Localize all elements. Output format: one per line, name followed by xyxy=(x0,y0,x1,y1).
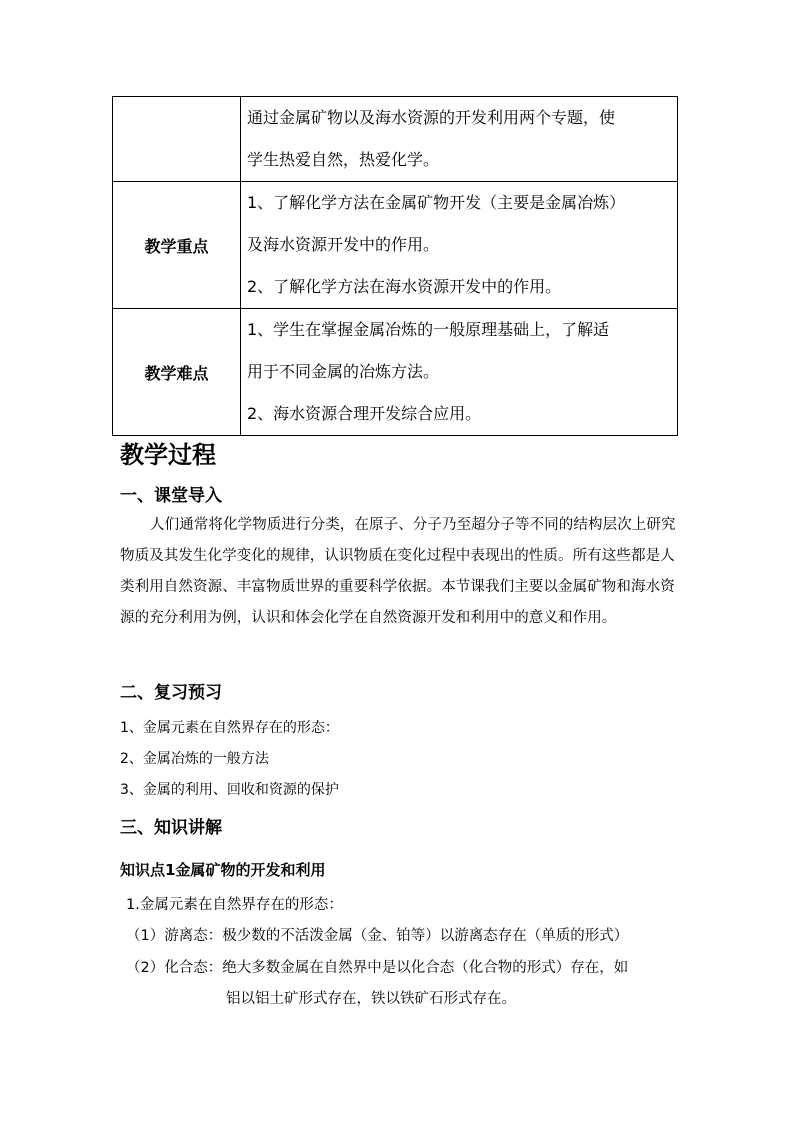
sub-point-combined-state-cont: 铝以铝土矿形式存在，铁以铁矿石形式存在。 xyxy=(226,991,516,1007)
point-title: 1.金属元素在自然界存在的形态： xyxy=(126,897,343,913)
row-content xyxy=(241,182,678,309)
content-line: 通过金属矿物以及海水资源的开发利用两个专题，使 xyxy=(247,108,616,127)
knowledge-point-title: 知识点1金属矿物的开发和利用 xyxy=(120,861,326,879)
content-line: 1、了解化学方法在金属矿物开发（主要是金属冶炼） xyxy=(247,193,626,212)
section-title-review: 二、复习预习 xyxy=(120,683,222,703)
review-item: 3、金属的利用、回收和资源的保护 xyxy=(120,782,339,798)
process-title: 教学过程 xyxy=(120,441,216,469)
lesson-plan-table xyxy=(112,96,678,436)
content-line: 学生热爱自然，热爱化学。 xyxy=(247,150,440,169)
row-label xyxy=(113,97,241,182)
intro-paragraph: 人们通常将化学物质进行分类，在原子、分子乃至超分子等不同的结构层次上研究物质及其发生化学变化的规律，认识物质在变化过程中表现出的性质。所有这些都是人类利用自然资源、丰富物质世界的重要科学依据。本节课我们主要以金属矿物和海水资源的充分利用为例，认识和体会化学在自然资源开发和利用中的意义和作用。 xyxy=(120,517,676,626)
sub-point-free-state: （1）游离态：极少数的不活泼金属（金、铂等）以游离态存在（单质的形式） xyxy=(126,928,629,944)
table-row xyxy=(113,97,678,182)
sub-point-combined-state: （2）化合态：绝大多数金属在自然界中是以化合态（化合物的形式）存在，如 xyxy=(126,960,629,976)
content-line: 及海水资源开发中的作用。 xyxy=(247,235,440,254)
table-row xyxy=(113,309,678,436)
content-line: 用于不同金属的冶炼方法。 xyxy=(247,362,440,381)
row-content xyxy=(241,97,678,182)
row-content xyxy=(241,309,678,436)
section-title-intro: 一、课堂导入 xyxy=(120,486,222,506)
row-label-difficult-points: 教学难点 xyxy=(113,309,241,436)
content-line: 1、学生在掌握金属冶炼的一般原理基础上，了解适 xyxy=(247,320,610,339)
review-item: 1、金属元素在自然界存在的形态： xyxy=(120,720,339,736)
review-item: 2、金属冶炼的一般方法 xyxy=(120,751,269,767)
table-row xyxy=(113,182,678,309)
content-line: 2、了解化学方法在海水资源开发中的作用。 xyxy=(247,277,562,296)
row-label-key-points: 教学重点 xyxy=(113,182,241,309)
content-line: 2、海水资源合理开发综合应用。 xyxy=(247,404,482,423)
section-title-knowledge: 三、知识讲解 xyxy=(120,818,222,838)
